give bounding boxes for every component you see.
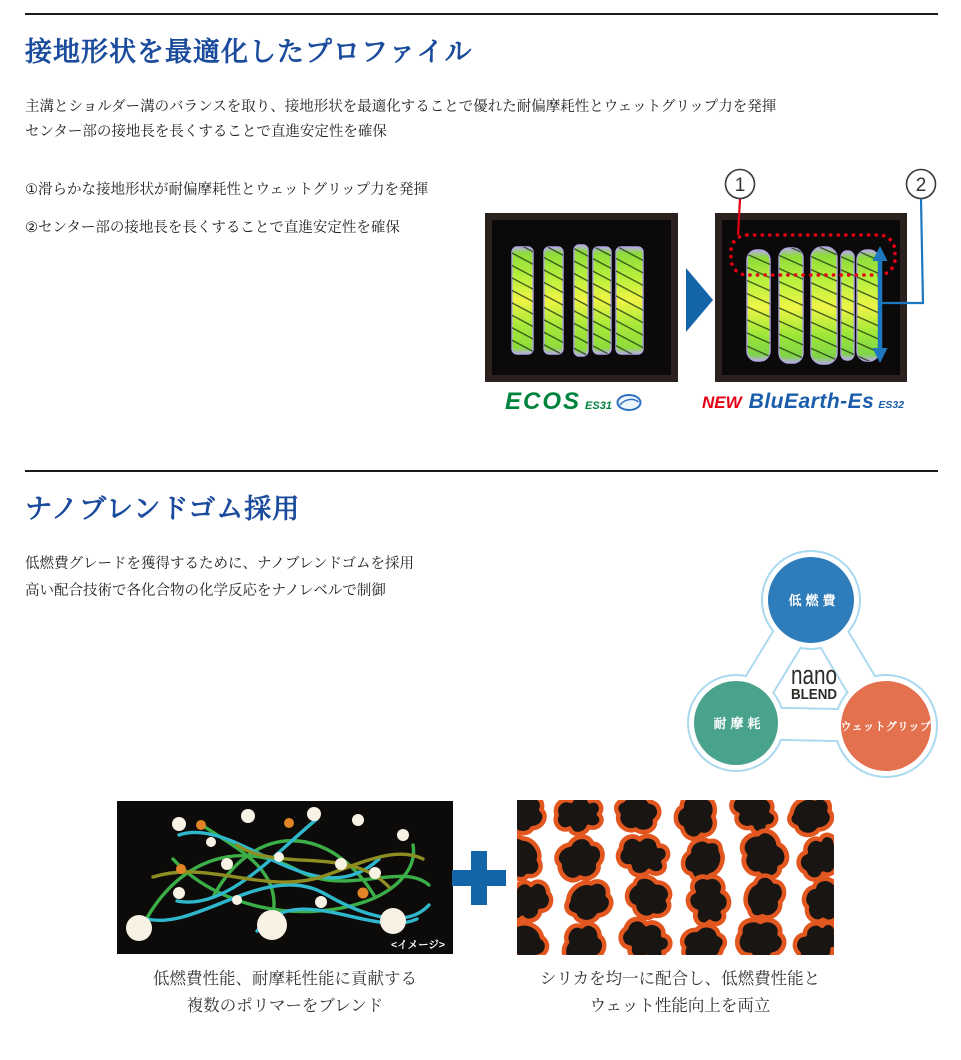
- bluearth-logo: [702, 390, 904, 414]
- section1-point2: ②センター部の接地長を長くすることで直進安定性を確保: [25, 220, 400, 236]
- bluearth-brand-text: BluEarth-Es: [748, 390, 875, 413]
- callout1-number-text: 1: [734, 175, 746, 196]
- ecos-model-text: ES31: [585, 400, 612, 412]
- image-note-text: <イメージ>: [391, 939, 445, 951]
- nano-blend-diagram: [683, 548, 961, 783]
- wear-resistance-label: 耐摩耗: [713, 716, 765, 731]
- silica-dispersion-image: [517, 800, 834, 955]
- silica-caption: [505, 966, 855, 1020]
- callout2-leader-line: [880, 199, 923, 303]
- polymer-blend-image: [117, 801, 453, 954]
- wet-grip-label: ウェットグリップ: [840, 721, 932, 733]
- callout2-number-text: 2: [915, 175, 927, 196]
- polymer-caption-line2: 複数のポリマーをブレンド: [186, 997, 384, 1015]
- contact-length-double-arrow: [873, 246, 888, 363]
- eco-mark-badge-icon: [616, 394, 642, 411]
- nano-wordmark-line1: nano: [791, 660, 837, 690]
- polymer-caption-line1: 低燃費性能、耐摩耗性能に貢献する: [153, 970, 417, 988]
- section1-title: 接地形状を最適化したプロファイル: [25, 37, 473, 67]
- section1-body: [25, 95, 776, 145]
- section2-body-line2: 高い配合技術で各化合物の化学反応をナノレベルで制御: [25, 582, 386, 599]
- tire-annotation-overlay: [700, 165, 961, 385]
- ecos-brand-text: ECOS: [505, 388, 582, 415]
- section-divider-rule: [25, 470, 938, 472]
- bluearth-model-text: ES32: [878, 399, 905, 411]
- section1-point1: ①滑らかな接地形状が耐偏摩耗性とウェットグリップ力を発揮: [25, 182, 429, 198]
- callout2-circled-number: [907, 170, 936, 199]
- contact-shape-dotted-zone: [731, 235, 895, 275]
- section1-body-line2: センター部の接地長を長くすることで直進安定性を確保: [25, 124, 387, 140]
- fuel-economy-label: 低燃費: [788, 593, 840, 608]
- section2-body: [25, 551, 414, 604]
- new-tag-text: NEW: [702, 393, 742, 412]
- polymer-caption: [110, 966, 460, 1020]
- section2-body-line1: 低燃費グレードを獲得するために、ナノブレンドゴムを採用: [25, 556, 414, 572]
- callout1-circled-number: [726, 170, 755, 199]
- ecos-logo: [505, 388, 642, 416]
- top-rule: [25, 13, 938, 15]
- section1-body-line1: 主溝とショルダー溝のバランスを取り、接地形状を最適化することで優れた耐偏摩耗性とウェットグリップ力を発揮: [25, 99, 777, 115]
- ecos-contact-patch-image: [485, 213, 678, 382]
- silica-caption-line1: シリカを均一に配合し、低燃費性能と: [539, 970, 821, 988]
- callout1-leader-line: [738, 199, 740, 235]
- plus-icon: [452, 851, 506, 905]
- nano-wordmark-line2: BLEND: [791, 687, 837, 703]
- silica-caption-line2: ウェット性能向上を両立: [589, 997, 771, 1015]
- section2-title: ナノブレンドゴム採用: [25, 494, 301, 524]
